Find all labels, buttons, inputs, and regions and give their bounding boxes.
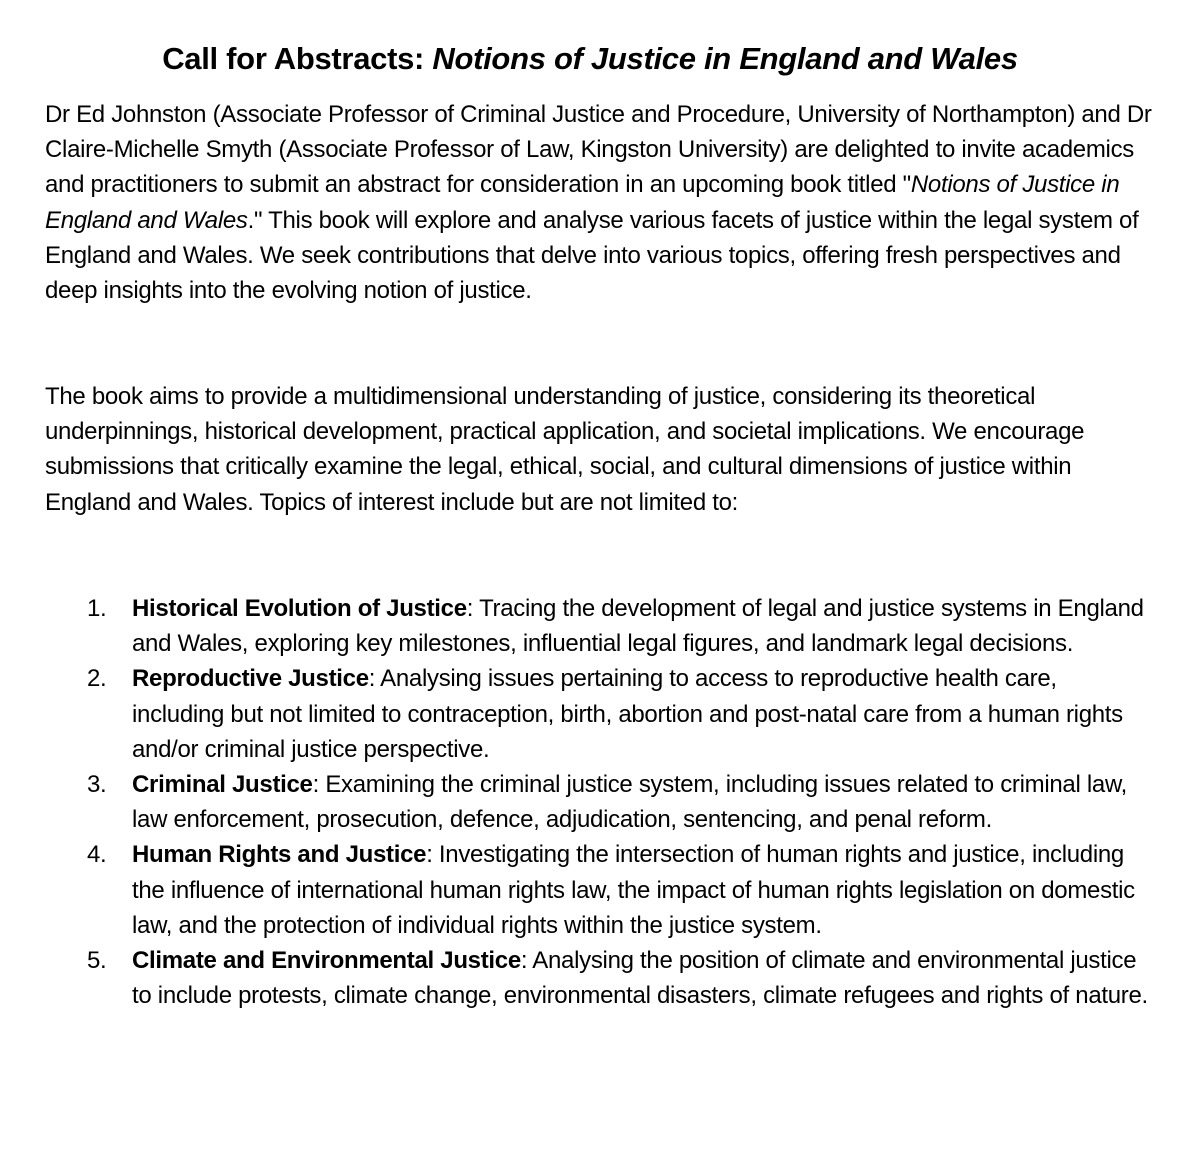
topic-item: [0, 837, 1152, 943]
topic-name: Historical Evolution of Justice: [132, 595, 467, 622]
topic-number: 3.: [87, 771, 107, 799]
topic-name: Human Rights and Justice: [132, 841, 427, 869]
topic-item: [0, 661, 1152, 767]
topic-name: Climate and Environmental Justice: [132, 947, 521, 975]
aims-paragraph: The book aims to provide a multidimensional understanding of justice, considering its theoretical underpinnings, historical development, practical application, and societal implications. We encourage submissions that critically examine the legal, ethical, social, and cultural dimensions of justice within England and Wales. Topics of interest include but are not limited to:: [45, 383, 1085, 516]
topic-description: : Analysing the position of climate and environmental justice to include protests, climate change, environmental disasters, climate refugees and rights of nature.: [132, 947, 1148, 1010]
topics-list: [0, 591, 1200, 1013]
topic-description: : Analysing issues pertaining to access to reproductive health care, including but not limited to contraception, birth, abortion and post-natal care from a human rights and/or criminal justice perspective.: [132, 665, 1123, 763]
topic-item: [0, 591, 1152, 661]
intro-book-title: Notions of Justice in England and Wales: [45, 171, 1120, 234]
topic-number: 2.: [87, 665, 107, 693]
topic-number: 5.: [87, 947, 107, 975]
title-book-name: Notions of Justice in England and Wales: [432, 40, 1018, 76]
intro-text-start: Dr Ed Johnston (Associate Professor of Criminal Justice and Procedure, University of Northampton) and Dr Claire-Michelle Smyth (Associate Professor of Law, Kingston University) are delighted to invite academics and practitioners to submit an abstract for consideration in an upcoming book titled ": [45, 101, 1152, 199]
intro-text-end: ." This book will explore and analyse various facets of justice within the legal system of England and Wales. We seek contributions that delve into various topics, offering fresh perspectives and deep insights into the evolving notion of justice.: [45, 206, 1139, 305]
intro-paragraph: [45, 97, 1155, 308]
topic-name: Criminal Justice: [132, 771, 313, 799]
topic-name: Reproductive Justice: [132, 665, 369, 693]
page-title: [0, 37, 1180, 81]
topic-item: [0, 767, 1152, 837]
topic-description: : Tracing the development of legal and justice systems in England and Wales, exploring key milestones, influential legal figures, and landmark legal decisions.: [132, 595, 1144, 658]
topic-number: 1.: [87, 595, 107, 622]
topic-item: [0, 943, 1152, 1013]
title-prefix: Call for Abstracts:: [162, 40, 433, 76]
topic-description: : Investigating the intersection of human rights and justice, including the influence of international human rights law, the impact of human rights legislation on domestic law, and the protection of individual rights within the justice system.: [132, 841, 1135, 939]
topic-description: : Examining the criminal justice system, including issues related to criminal law, law enforcement, prosecution, defence, adjudication, sentencing, and penal reform.: [132, 771, 1128, 834]
topic-number: 4.: [87, 841, 107, 869]
